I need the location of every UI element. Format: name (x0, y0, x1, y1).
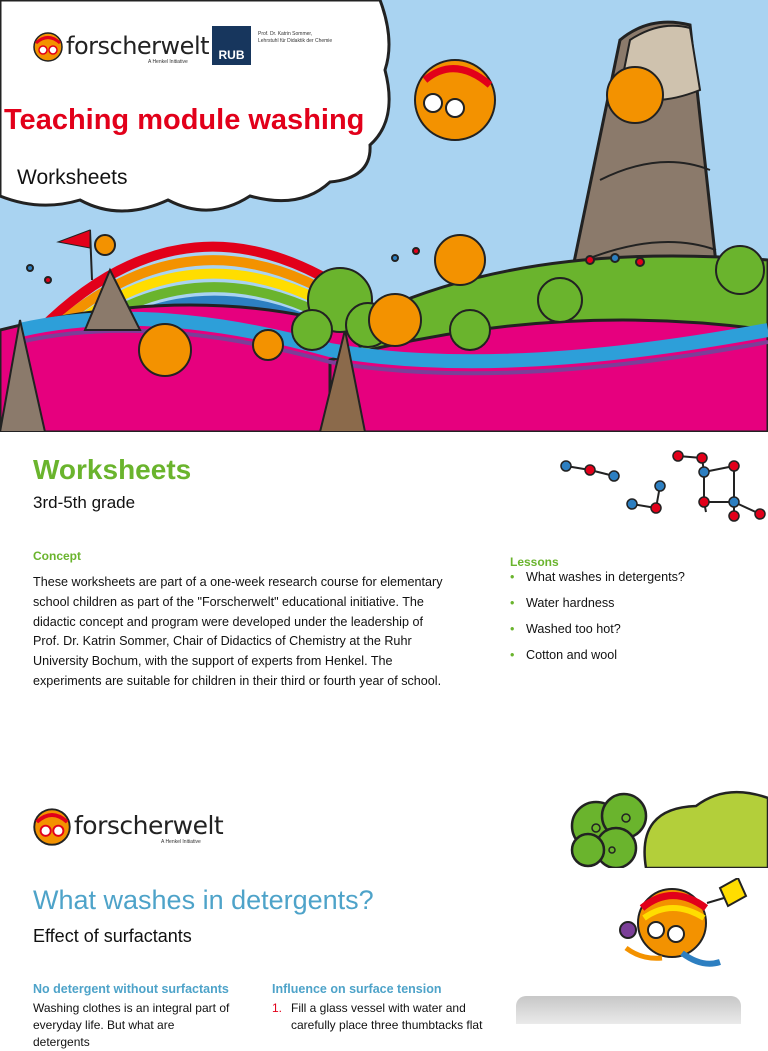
page2-subtitle: Effect of surfactants (33, 926, 192, 946)
bush-illustration (566, 788, 768, 873)
step1-text: Fill a glass vessel with water and carefully place three thumbtacks flat (291, 1001, 483, 1032)
rub-logo-text: RUB (218, 48, 245, 62)
grade-label: 3rd-5th grade (33, 493, 136, 512)
page2-title: What washes in detergents? (33, 885, 374, 915)
lessons-label: Lessons (510, 555, 559, 569)
rub-line-1: Prof. Dr. Katrin Sommer, (258, 31, 313, 37)
lessons-list (510, 570, 685, 674)
lesson-item: • Water hardness (510, 596, 685, 622)
concept-text: These worksheets are part of a one-week research course for elementary school children as part of the "Forscherwelt" educational initiative. The didactic concept and program were developed under the leadership of Prof. Dr. Katrin Sommer, Chair of Didactics of Chemistry at the Ruhr University Bochum, with the support of experts from Henkel. The experiments are suitable for children in their third or fourth year of school. (33, 575, 443, 688)
flying-character-illustration (612, 878, 752, 983)
concept-label: Concept (33, 549, 81, 563)
logo-tagline: A Henkel Initiative (148, 59, 188, 65)
hero-scene-svg (0, 0, 768, 432)
col2-heading: Influence on surface tension (272, 982, 442, 996)
lesson-item: • What washes in detergents? (510, 570, 685, 596)
forscherwelt-logo-2: forscherwelt (74, 811, 224, 840)
logo-tagline-2: A Henkel Initiative (161, 839, 201, 845)
experiment-photo (516, 996, 741, 1024)
molecule-icon (556, 448, 768, 533)
forscherwelt-logo-icon-2 (33, 808, 71, 846)
forscherwelt-logo-icon (33, 32, 63, 62)
step1-number: 1. (272, 1001, 283, 1015)
lesson-item: • Washed too hot? (510, 622, 685, 648)
hero-subtitle: Worksheets (17, 166, 128, 189)
section-title: Worksheets (33, 454, 192, 485)
hero-title: Teaching module washing (4, 104, 365, 136)
col1-heading: No detergent without surfactants (33, 982, 229, 996)
forscherwelt-logo: forscherwelt (66, 32, 210, 60)
rub-chair-text (258, 31, 358, 45)
hero-illustration (0, 0, 768, 432)
rub-line-2: Lehrstuhl für Didaktik der Chemie (258, 38, 333, 44)
lesson-item: • Cotton and wool (510, 648, 685, 674)
col1-text: Washing clothes is an integral part of everyday life. But what are detergents (33, 1001, 230, 1049)
